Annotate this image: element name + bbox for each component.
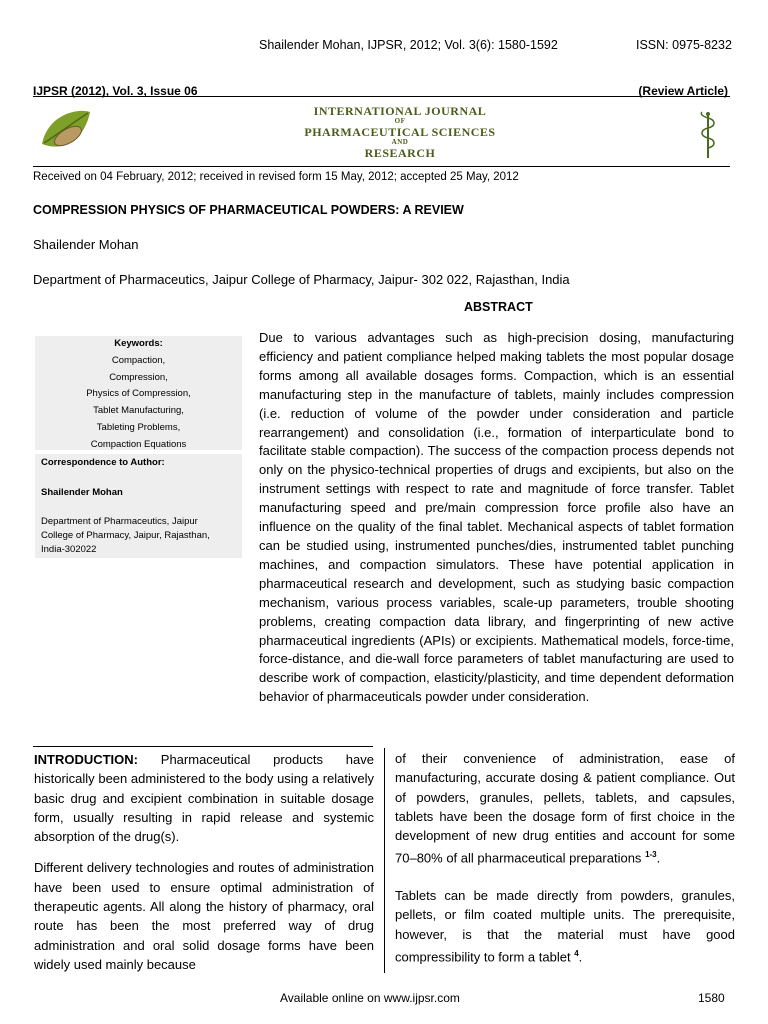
correspondence-box [35,454,242,558]
intro-text-4: Tablets can be made directly from powders, granules, pellets, or film coated multiple units. The prerequisite, however, is that the material must have good compressibility to form a tablet [395,888,735,965]
abstract-text: Due to various advantages such as high-precision dosing, manufacturing efficiency and patient compliance helped making tablets the most popular dosage forms among all available dosages forms. Compaction, which is an essential manufacturing step in the manufacture of tablets, mainly includes compression (i.e. reduction of volume of the powder under consideration and particle rearrangement) and consolidation (i.e., formation of interparticulate bond to facilitate stable compaction). The success of the compaction process depends not only on the physico-technical properties of drugs and excipients, but also on the instrument settings with respect to rate and magnitude of force transfer. Tablet manufacturing speed and pre/main compression force profile also have an influence on the quality of the final tablet. Mechanical aspects of tablet formation can be studied using, instrumented punches/dies, instrumented tablet punching machines, and compaction simulators. These have potential application in pharmaceutical research and development, such as studying basic compaction mechanism, various process variables, scale-up parameters, trouble shooting problems, creating compaction data library, and fingerprinting of new active pharmaceutical ingredients (APIs) or excipients. Mathematical models, force-time, force-distance, and die-wall force parameters of tablet manufacturing are used to describe work of compaction, elasticity/plasticity, and time dependent deformation behavior of pharmaceuticals powder under consideration. [259,330,734,705]
intro-paragraph-1 [34,750,374,846]
left-column [34,750,374,984]
affiliation: Department of Pharmaceutics, Jaipur College of Pharmacy, Jaipur- 302 022, Rajasthan, India [33,272,570,287]
intro-paragraph-2: Different delivery technologies and routes of administration have been used to ensure optimal administration of therapeutic agents. All along the history of pharmacy, oral route has been the most preferred way of drug administration and oral solid dosage forms have been widely used mainly because [34,860,374,972]
intro-text-3: of their convenience of administration, ease of manufacturing, accurate dosing & patient compliance. Out of powders, granules, pellets, tablets, and capsules, tablets have been the dosage form of first choice in the development of new drug entities and account for some 70–80% of all pharmaceutical preparations [395,751,735,866]
received-dates: Received on 04 February, 2012; received in revised form 15 May, 2012; accepted 25 May, 2012 [33,171,519,183]
column-divider [384,748,385,973]
header-issn: ISSN: 0975-8232 [636,38,732,52]
footer-available-online: Available online on www.ijpsr.com [280,991,460,1005]
header-citation: Shailender Mohan, IJPSR, 2012; Vol. 3(6): 1580-1592 [259,38,558,52]
journal-line-1: INTERNATIONAL JOURNAL [313,104,487,118]
keyword-item: Compaction Equations [90,438,187,450]
journal-and: AND [391,138,409,146]
keyword-item: Physics of Compression, [86,388,191,400]
keyword-item: Compression, [109,371,168,383]
caduceus-icon [696,110,720,160]
page-number: 1580 [698,991,725,1005]
abstract-heading: ABSTRACT [464,300,533,314]
intro-text-1: Pharmaceutical products have historically been administered to the body using a relatively basic drug and excipient combination in suitable dosage form, usually resulting in rapid release and systemic absorption of the drug(s). [34,752,374,845]
citation-sup: 4 [574,949,579,958]
intro-rule [33,746,373,747]
correspondence-address: Department of Pharmaceutics, Jaipur College of Pharmacy, Jaipur, Rajasthan, India-302022 [41,516,210,555]
keywords-box [35,336,242,450]
right-column [395,750,735,977]
paper-title: COMPRESSION PHYSICS OF PHARMACEUTICAL POWDERS: A REVIEW [33,203,464,217]
journal-line-3: RESEARCH [364,146,436,160]
header-volume: IJPSR (2012), Vol. 3, Issue 06 [33,84,198,98]
journal-of: OF [394,117,406,125]
intro-paragraph-4 [395,886,735,967]
keyword-item: Compaction, [111,354,166,366]
intro-text-3-end: . [656,850,661,866]
article-type: (Review Article) [638,84,728,98]
citation-sup: 1-3 [645,850,657,860]
correspondence-heading: Correspondence to Author: [41,457,165,468]
keyword-item: Tableting Problems, [96,421,181,433]
journal-title [290,104,510,160]
keyword-item: Tablet Manufacturing, [93,405,184,417]
author-name: Shailender Mohan [33,237,139,252]
leaf-logo-icon [38,104,96,162]
keywords-heading: Keywords: [114,338,163,349]
intro-label: INTRODUCTION: [34,752,138,767]
masthead-rule [33,166,730,167]
journal-line-2: PHARMACEUTICAL SCIENCES [304,125,496,139]
intro-text-4-end: . [578,949,583,965]
correspondence-name: Shailender Mohan [41,487,123,498]
header-rule [33,96,730,97]
intro-paragraph-3 [395,749,735,868]
